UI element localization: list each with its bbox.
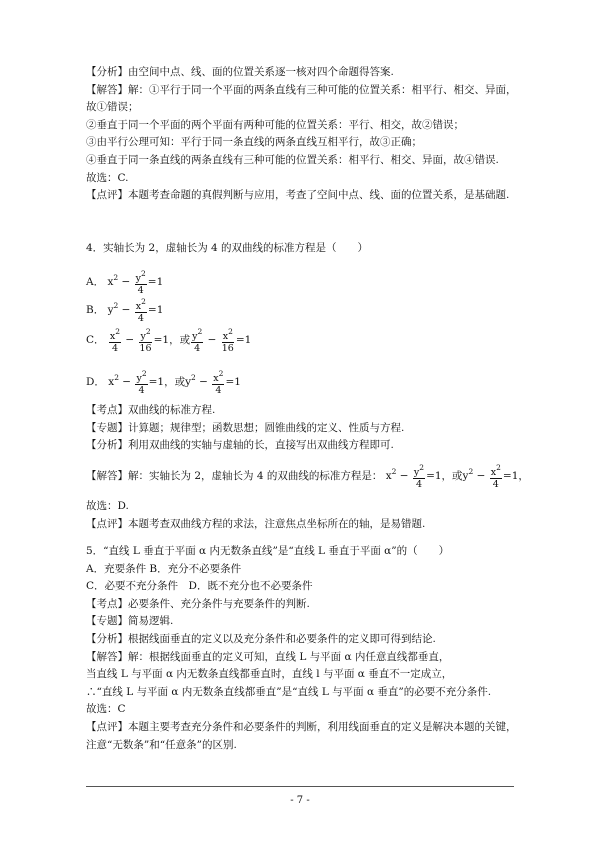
- equation: $x^2$ − $\frac{y^2}{4}$ =1: [107, 269, 164, 296]
- q4-jieda: 【解答】解：实轴长为 2，虚轴长为 4 的双曲线的标准方程是：: [86, 470, 383, 482]
- q5-line: 故选：C: [86, 703, 126, 716]
- q5-line: C．必要不充分条件 D．既不充分也不必要条件: [86, 580, 313, 593]
- option-label: B．: [86, 304, 105, 316]
- q5-line: 5．“直线 L 垂直于平面 α 内无数条直线”是“直线 L 垂直于平面 α”的（ ）: [86, 545, 450, 557]
- q4-stem: 4．实轴长为 2，虚轴长为 4 的双曲线的标准方程是（ ）: [86, 242, 369, 254]
- q4-kaodian: 【考点】双曲线的标准方程.: [86, 404, 216, 416]
- q3-line: 故①错误；: [86, 101, 139, 114]
- q3-line: ③由平行公理可知：平行于同一条直线的两条直线互相平行，故③正确；: [86, 136, 422, 149]
- equation: $\frac{x^2}{4}$ − $\frac{y^2}{16}$ =1: [109, 327, 170, 354]
- equation: $y^2$ − $\frac{x^2}{4}$ =1: [107, 297, 164, 324]
- equation: $\frac{y^2}{4}$ − $\frac{x^2}{16}$ =1: [192, 327, 252, 354]
- q4-option-a: [86, 268, 163, 296]
- or-text: ，或: [441, 470, 463, 482]
- q3-solution: [86, 64, 526, 205]
- q3-line: 【解答】解：①平行于同一个平面的两条直线有三种可能的位置关系：相平行、相交、异面，: [86, 83, 517, 96]
- q3-line: ④垂直于同一条直线的两条直线有三种可能的位置关系：相平行、相交、异面，故④错误.: [86, 153, 499, 166]
- q5-line: 当直线 L 与平面 α 内无数条直线都垂直时，直线 l 与平面 α 垂直不一定成立，: [86, 668, 453, 681]
- q5-line: ∴“直线 L 与平面 α 内无数条直线都垂直”是“直线 L 与平面 α 垂直”的必要不充分条件.: [86, 685, 492, 698]
- q3-line: 【分析】由空间中点、线、面的位置关系逐一核对四个命题得答案.: [86, 66, 394, 78]
- equation: $x^2$ − $\frac{y^2}{4}$ =1: [385, 463, 442, 490]
- q4-analysis: [86, 402, 526, 455]
- option-label: C．: [86, 334, 105, 346]
- q5-line: A．充要条件 B．充分不必要条件: [86, 562, 242, 575]
- q4-dianping: 【点评】本题考查双曲线方程的求法，注意焦点坐标所在的轴，是易错题.: [86, 517, 426, 530]
- q4-option-b: [86, 296, 163, 324]
- or-text: ，或: [169, 334, 191, 346]
- q4-option-d: [86, 368, 241, 396]
- q5-line: 【分析】根据线面垂直的定义以及充分条件和必要条件的定义即可得到结论.: [86, 632, 436, 645]
- q4-conclusion: [86, 498, 526, 533]
- option-label: A．: [86, 276, 105, 288]
- equation: $y^2$ − $\frac{x^2}{4}$ =1: [185, 369, 241, 396]
- q5-line: 【专题】简易逻辑.: [86, 615, 174, 628]
- q4-answer: 故选：D.: [86, 500, 129, 512]
- q4-zhuanti: 【专题】计算题；规律型；函数思想；圆锥曲线的定义、性质与方程.: [86, 421, 405, 434]
- q3-line: ②垂直于同一个平面的两个平面有两种可能的位置关系：平行、相交，故②错误；: [86, 118, 464, 131]
- q4-option-c: [86, 326, 251, 354]
- q4-solution: [86, 462, 529, 490]
- q3-line: 故选：C.: [86, 171, 129, 184]
- q5-line: 注意“无数条”和“任意条”的区别.: [86, 738, 237, 751]
- q5-line: 【点评】本题主要考查充分条件和必要条件的判断，利用线面垂直的定义是解决本题的关键，: [86, 720, 517, 733]
- q3-line: 【点评】本题考查命题的真假判断与应用，考查了空间中点、线、面的位置关系，是基础题.: [86, 189, 510, 202]
- q5-block: [86, 543, 526, 754]
- or-text: ，或: [164, 376, 186, 388]
- q4-fenxi: 【分析】利用双曲线的实轴与虚轴的长，直接写出双曲线方程即可.: [86, 439, 394, 452]
- equation: $x^2$ − $\frac{y^2}{4}$ =1: [108, 369, 165, 396]
- q5-line: 【解答】解：根据线面垂直的定义可知，直线 L 与平面 α 内任意直线都垂直，: [86, 650, 450, 663]
- footer-divider: [86, 786, 514, 787]
- option-label: D．: [86, 376, 105, 388]
- equation: $y^2$ − $\frac{x^2}{4}$ =1，: [462, 463, 529, 490]
- page-number: - 7 -: [290, 795, 310, 806]
- q5-line: 【考点】必要条件、充分条件与充要条件的判断.: [86, 597, 310, 610]
